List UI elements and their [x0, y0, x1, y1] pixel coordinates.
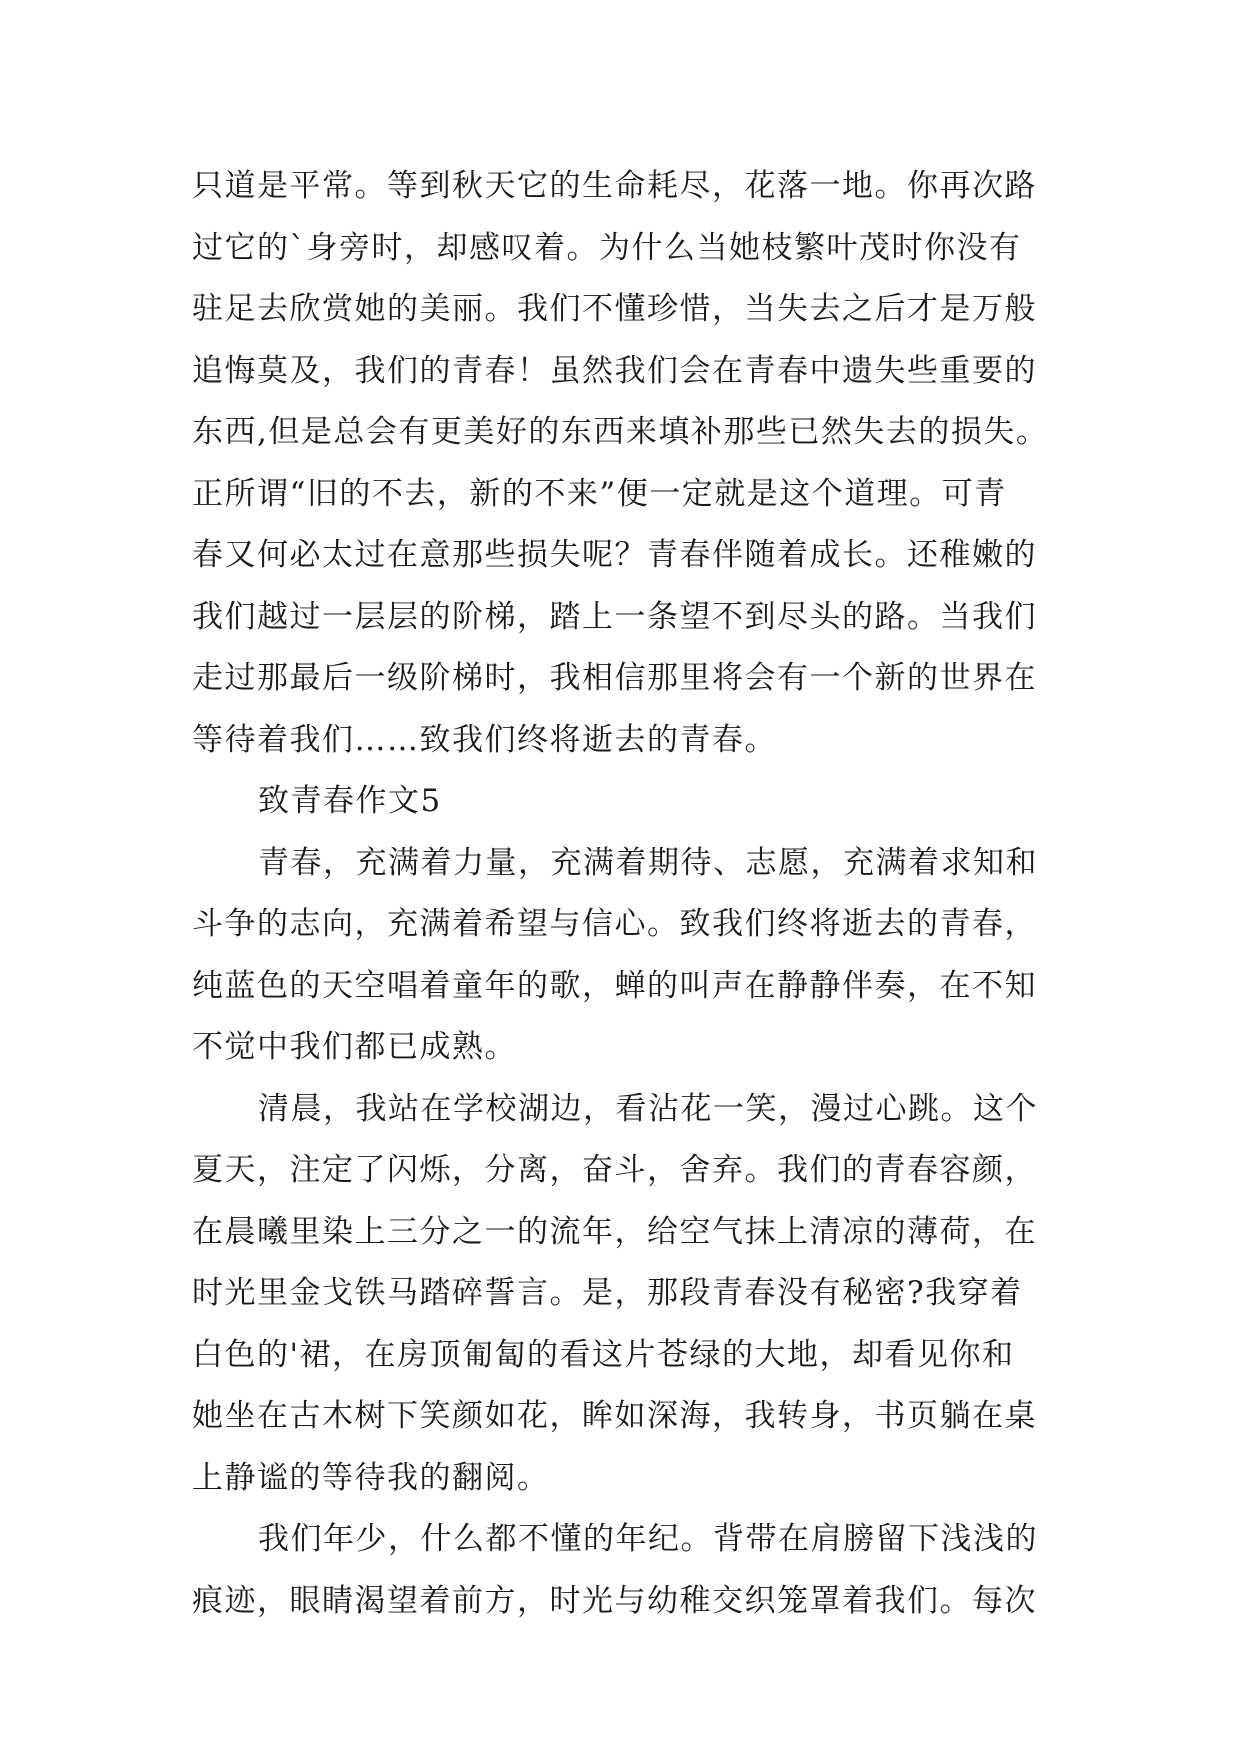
text-line: 走过那最后一级阶梯时，我相信那里将会有一个新的世界在: [192, 660, 1037, 696]
text-line: 春又何必太过在意那些损失呢？青春伴随着成长。还稚嫩的: [192, 537, 1037, 573]
document-body: [192, 156, 1072, 1632]
text-line: 我们越过一层层的阶梯，踏上一条望不到尽头的路。当我们: [192, 598, 1037, 635]
text-line: 上静谧的等待我的翻阅。: [192, 1459, 550, 1496]
text-line: 东西,但是总会有更美好的东西来填补那些已然失去的损失。: [192, 414, 1049, 450]
text-line: 追悔莫及，我们的青春！虽然我们会在青春中遗失些重要的: [192, 352, 1037, 389]
text-line: 斗争的志向，充满着希望与信心。致我们终将逝去的青春，: [192, 906, 1037, 942]
text-line: 正所谓“旧的不去，新的不来”便一定就是这个道理。可青: [192, 475, 1007, 512]
paragraph-2: [192, 833, 1072, 1079]
text-line: 等待着我们……致我们终将逝去的青春。: [192, 721, 777, 758]
text-line: 不觉中我们都已成熟。: [192, 1029, 517, 1065]
paragraph-1: [192, 156, 1072, 771]
text-line: 我们年少，什么都不懂的年纪。背带在肩膀留下浅浅的: [258, 1521, 1038, 1557]
text-line: 纯蓝色的天空唱着童年的歌，蝉的叫声在静静伴奏，在不知: [192, 967, 1037, 1004]
text-line: 夏天，注定了闪烁，分离，奋斗，舍弃。我们的青春容颜，: [192, 1152, 1037, 1188]
text-line: 在晨曦里染上三分之一的流年，给空气抹上清凉的薄荷，在: [192, 1213, 1037, 1250]
text-line: 过它的`身旁时，却感叹着。为什么当她枝繁叶茂时你没有: [192, 229, 1022, 266]
text-line: 清晨，我站在学校湖边，看沾花一笑，漫过心跳。这个: [258, 1090, 1038, 1127]
text-line: 白色的'裙，在房顶匍匐的看这片苍绿的大地，却看见你和: [192, 1336, 1015, 1373]
text-line: 只道是平常。等到秋天它的生命耗尽，花落一地。你再次路: [192, 168, 1037, 204]
text-line: 痕迹，眼睛渴望着前方，时光与幼稚交织笼罩着我们。每次: [192, 1582, 1037, 1619]
text-line: 时光里金戈铁马踏碎誓言。是，那段青春没有秘密?我穿着: [192, 1275, 1023, 1311]
section-title: 致青春作文5: [258, 783, 442, 819]
paragraph-3: [192, 1079, 1072, 1510]
text-line: 她坐在古木树下笑颜如花，眸如深海，我转身，书页躺在桌: [192, 1398, 1037, 1434]
text-line: 驻足去欣赏她的美丽。我们不懂珍惜，当失去之后才是万般: [192, 291, 1037, 327]
text-line: 青春，充满着力量，充满着期待、志愿，充满着求知和: [258, 844, 1038, 881]
paragraph-4: [192, 1509, 1072, 1632]
